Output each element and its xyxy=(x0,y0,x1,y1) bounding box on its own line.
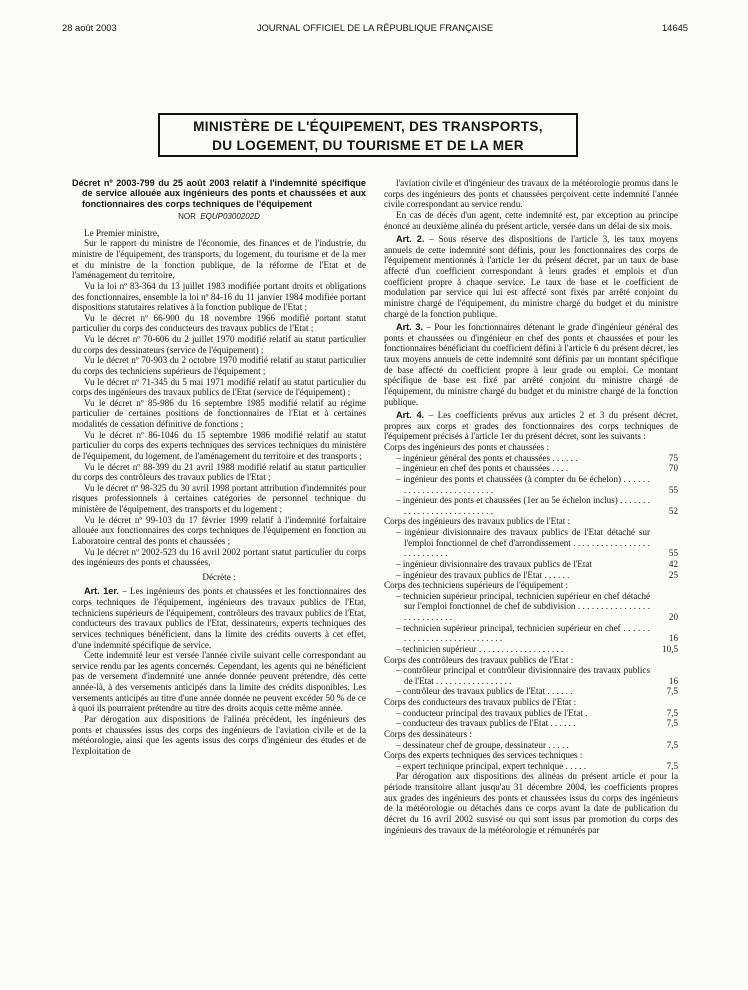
decree-title: Décret nº 2003-799 du 25 août 2003 relatif à l'indemnité spécifique de service allouée aux ingénieurs des ponts et chaussées et aux fonctionnaires des corps techniques de l'équipement xyxy=(72,178,366,209)
coefficient-grade: – ingénieur des ponts et chaussées (1er au 5e échelon inclus) . . . . . . . . . . . . . . . . . . . . . . . . . . . xyxy=(396,495,650,516)
visa-paragraph: Vu le décret nº 85-986 du 16 septembre 1985 modifié relatif au régime particulier de certaines positions de fonctionnaires de l'Etat et à certaines modalités de cessation définitive de fonctions ; xyxy=(72,397,366,430)
visa-paragraph: Le Premier ministre, xyxy=(84,227,160,238)
visa-paragraph: Vu le décret nº 2002-523 du 16 avril 2002 portant statut particulier du corps des ingénieurs des ponts et chaussées, xyxy=(72,546,366,568)
coefficient-value: 7,5 xyxy=(666,686,678,697)
article-4-label: Art. 4. xyxy=(396,410,425,421)
coefficient-value: 7,5 xyxy=(666,739,678,750)
coefficient-grade: – ingénieur divisionnaire des travaux publics de l'Etat xyxy=(396,558,593,569)
article-3-label: Art. 3. xyxy=(396,322,423,333)
coefficient-row xyxy=(384,665,678,686)
coefficient-value: 55 xyxy=(668,484,678,495)
ministry-line-1: MINISTÈRE DE L'ÉQUIPEMENT, DES TRANSPORTS, xyxy=(193,119,543,134)
coefficient-value: 16 xyxy=(668,675,678,686)
coefficient-group-label: Corps des dessinateurs : xyxy=(384,728,472,739)
coefficient-grade: – conducteur des travaux publics de l'Etat . . . . . . xyxy=(396,718,576,729)
coefficient-value: 25 xyxy=(668,569,678,580)
nor-reference xyxy=(72,212,366,223)
article-paragraph: En cas de décès d'un agent, cette indemnité est, par exception au principe énoncé au deuxième alinéa du présent article, versée dans un délai de six mois. xyxy=(384,209,678,231)
derogation-paragraph: Par dérogation aux dispositions des alinéas du présent article et pour la période transitoire allant jusqu'au 31 décembre 2004, les coefficients propres aux grades des ingénieurs des ponts et chaussées issus du corps des ingénieurs de la météorologie ou détachés dans ce corps avant la date de publication du décret du 16 avril 2002 susvisé ou qui sont issus par promotion du corps des ingénieurs des travaux de la météorologie et rémunérés par xyxy=(384,771,678,835)
coefficient-grade: – dessinateur chef de groupe, dessinateur . . . . . xyxy=(396,739,569,750)
article-paragraph: Par dérogation aux dispositions de l'alinéa précédent, les ingénieurs des ponts et chaussées issus des corps des ingénieurs de l'aviation civile et de la météorologie, ainsi que les agents issus des corps d'ingénieur des études et de l'exploitation de xyxy=(72,713,366,756)
coefficient-value: 7,5 xyxy=(666,760,678,771)
article-1 xyxy=(72,586,366,650)
visa-paragraph: Vu le décret nº 70-606 du 2 juillet 1970 modifié relatif au statut particulier du corps des dessinateurs (service de l'équipement) ; xyxy=(72,334,366,355)
coefficient-row xyxy=(384,527,678,559)
ministry-box xyxy=(158,113,578,157)
left-column xyxy=(72,178,366,756)
coefficient-grade: – contrôleur des travaux publics de l'Etat . . . . . . xyxy=(396,686,573,697)
coefficient-table xyxy=(384,442,678,771)
visa-paragraph: Sur le rapport du ministre de l'économie, des finances et de l'industrie, du ministre de l'équipement, des transports, du logement, du tourisme et de la mer et du ministre de la fonction publique, de la réforme de l'Etat et de l'aménagement du territoire, xyxy=(72,238,366,281)
article-1-label: Art. 1er. xyxy=(84,586,119,597)
coefficient-value: 7,5 xyxy=(666,707,678,718)
coefficient-row xyxy=(384,474,678,495)
decrete-heading: Décrète : xyxy=(202,571,236,582)
coefficient-grade: – conducteur principal des travaux publics de l'Etat . xyxy=(396,707,588,718)
coefficient-value: 52 xyxy=(668,505,678,516)
coefficient-group-heading xyxy=(384,729,678,740)
coefficient-row xyxy=(384,718,678,729)
coefficient-group-label: Corps des techniciens supérieurs de l'équipement : xyxy=(384,580,569,591)
right-column xyxy=(384,178,678,835)
article-3 xyxy=(384,322,678,407)
coefficient-row xyxy=(384,453,678,464)
coefficient-group-label: Corps des ingénieurs des ponts et chaussées : xyxy=(384,442,549,452)
coefficient-group-heading xyxy=(384,655,678,666)
coefficient-group-label: Corps des ingénieurs des travaux publics de l'Etat : xyxy=(384,516,571,527)
coefficient-value: 10,5 xyxy=(662,643,678,654)
coefficient-value: 7,5 xyxy=(666,718,678,729)
coefficient-grade: – technicien supérieur principal, technicien supérieur en chef détaché sur l'emploi fonctionnel de chef de subdivision . . . . . . . . . . . . . . . . . . . . . . . . . . . xyxy=(396,590,650,622)
visa-paragraph: Vu la loi nº 83-364 du 13 juillet 1983 modifiée portant droits et obligations des fonctionnaires, ensemble la loi nº 84-16 du 11 janvier 1984 modifiée portant dispositions statutaires relatives à la fonction publique de l'Etat ; xyxy=(72,280,366,313)
coefficient-grade: – technicien supérieur principal, technicien supérieur en chef . . . . . . . . . . . . . . . . . . . . . . . . . . . . xyxy=(396,622,650,644)
coefficient-grade: – ingénieur des travaux publics de l'Etat . . . . . . xyxy=(396,569,570,580)
coefficient-group-label: Corps des contrôleurs des travaux publics de l'Etat : xyxy=(384,654,574,665)
coefficient-row xyxy=(384,644,678,655)
header-journal-title: JOURNAL OFFICIEL DE LA RÉPUBLIQUE FRANÇAISE xyxy=(256,22,494,33)
coefficient-row xyxy=(384,559,678,570)
visa-paragraph: Vu le décret nº 88-399 du 21 avril 1988 modifié relatif au statut particulier du corps des contrôleurs des travaux publics de l'Etat ; xyxy=(72,461,366,483)
coefficient-row xyxy=(384,591,678,623)
visa-paragraph: Vu le décret nº 70-903 du 2 octobre 1970 modifié relatif au statut particulier du corps des techniciens supérieurs de l'équipement ; xyxy=(72,355,366,376)
nor-label: NOR xyxy=(178,212,196,222)
coefficient-value: 16 xyxy=(668,633,678,644)
nor-code: EQUP0300202D xyxy=(200,212,260,222)
coefficient-row xyxy=(384,761,678,772)
coefficient-grade: – expert technique principal, expert technique . . . . . xyxy=(396,760,587,771)
coefficient-value: 75 xyxy=(668,452,678,463)
coefficient-group-heading xyxy=(384,750,678,761)
article-2-label: Art. 2. xyxy=(396,234,425,245)
header-page-number: 14645 xyxy=(661,22,688,33)
coefficient-grade: – ingénieur des ponts et chaussées (à compter du 6e échelon) . . . . . . . . . . . . . . . . . . . . . . . . . . xyxy=(396,473,650,495)
coefficient-group-label: Corps des experts techniques des services techniques : xyxy=(384,750,583,761)
visa-paragraph: Vu le décret nº 99-103 du 17 février 1999 relatif à l'indemnité forfaitaire allouée aux fonctionnaires des corps techniques de l'équipement en fonction au Laboratoire central des ponts et chaussées ; xyxy=(72,514,366,546)
coefficient-row xyxy=(384,686,678,697)
coefficient-value: 42 xyxy=(668,558,678,569)
coefficient-group-label: Corps des conducteurs des travaux publics de l'Etat : xyxy=(384,697,577,707)
coefficient-grade: – contrôleur principal et contrôleur divisionnaire des travaux publics de l'Etat . . . . . . . . . . . . . . . . . xyxy=(396,665,650,686)
ministry-line-2: DU LOGEMENT, DU TOURISME ET DE LA MER xyxy=(212,138,524,153)
visa-paragraphs xyxy=(72,228,366,568)
article-1-paragraphs xyxy=(72,650,366,756)
article-1-continuation xyxy=(384,178,678,231)
coefficient-row xyxy=(384,570,678,581)
coefficient-grade: – technicien supérieur . . . . . . . . . . . . . . . . . . . xyxy=(396,643,564,654)
article-4-text: – Les coefficients prévus aux articles 2 et 3 du présent décret, propres aux corps et grades des fonctionnaires des corps techniques de l'équipement précisés à l'article 1er du présent décret, sont les suivants : xyxy=(384,410,678,442)
coefficient-group-heading xyxy=(384,442,678,453)
coefficient-row xyxy=(384,708,678,719)
article-paragraph: Cette indemnité leur est versée l'année civile suivant celle correspondant au service rendu par les agents concernés. Cependant, les agents qui ne bénéficient pas de versement d'indemnité une année donnée peuvent prétendre, dès cette année-là, à des versements anticipés dans la limite des crédits disponibles. Les versements anticipés au titre d'une année donnée ne peuvent excéder 50 % de ce à quoi ils pourraient prétendre au titre des droits acquis cette même année. xyxy=(72,650,366,714)
coefficient-value: 70 xyxy=(668,463,678,474)
article-4 xyxy=(384,410,678,442)
coefficient-value: 55 xyxy=(668,548,678,559)
coefficient-value: 20 xyxy=(668,612,678,622)
visa-paragraph: Vu le décret nº 66-900 du 18 novembre 1966 modifié portant statut particulier du corps des conducteurs des travaux publics de l'Etat ; xyxy=(72,312,366,334)
coefficient-group-heading xyxy=(384,516,678,527)
coefficient-group-heading xyxy=(384,580,678,591)
article-3-text: – Pour les fonctionnaires détenant le grade d'ingénieur général des ponts et chaussées ou d'ingénieur en chef des ponts et chaussées et pour les fonctionnaires bénéficiant du coefficient défini à l'article 6 du présent décret, les taux moyens annuels de cette indemnité sont définis par un montant spécifique de base affecté du coefficient propre à leur grade ou emploi. Ce montant spécifique de base est fixé par arrêté conjoint du ministre chargé de l'équipement, du ministre chargé du budget et du ministre chargé de la fonction publique. xyxy=(384,322,678,407)
article-1-text: – Les ingénieurs des ponts et chaussées et les fonctionnaires des corps techniques de l'équipement, ingénieurs des travaux publics de l'Etat, techniciens supérieurs de l'équipement, contrôleurs des travaux publics de l'Etat, conducteurs des travaux publics de l'Etat, dessinateurs, experts techniques des services techniques bénéficient, dans la limite des crédits ouverts à cet effet, d'une indemnité spécifique de service. xyxy=(72,586,366,650)
visa-paragraph: Vu le décret nº 71-345 du 5 mai 1971 modifié relatif au statut particulier du corps des ingénieurs des travaux publics de l'Etat (service de l'équipement) ; xyxy=(72,376,366,398)
coefficient-grade: – ingénieur en chef des ponts et chaussées . . . . xyxy=(396,463,569,474)
article-2-text: – Sous réserve des dispositions de l'article 3, les taux moyens annuels de cette indemnité sont définis, pour les fonctionnaires des corps de l'équipement mentionnés à l'article 1er du présent décret, par un taux de base affecté d'un coefficient correspondant à leurs grades et emplois et d'un coefficient propre à chaque service. Le taux de base et le coefficient de modulation par service qui lui est affecté sont fixés par arrêté conjoint du ministre chargé de l'équipement, du ministre chargé du budget et du ministre chargé de la fonction publique. xyxy=(384,234,678,319)
coefficient-row xyxy=(384,740,678,751)
coefficient-grade: – ingénieur divisionnaire des travaux publics de l'Etat détaché sur l'emploi fonctionnel de chef d'arrondissement . . . . . . . . . . . . . . . . . . . . . . . . . . . xyxy=(396,527,650,559)
article-paragraph: l'aviation civile et d'ingénieur des travaux de la météorologie promus dans le corps des ingénieurs des ponts et chaussées perçoivent cette indemnité l'année civile correspondant au service rendu. xyxy=(384,178,678,210)
visa-paragraph: Vu le décret nº 98-325 du 30 avril 1998 portant attribution d'indemnités pour risques professionnels à certaines catégories de personnel technique du ministère de l'équipement, des transports et du logement ; xyxy=(72,482,366,515)
article-2 xyxy=(384,234,678,319)
header-date: 28 août 2003 xyxy=(62,22,117,33)
visa-paragraph: Vu le décret nº 86-1046 du 15 septembre 1986 modifié relatif au statut particulier du corps des experts techniques des services techniques du ministère de l'équipement, du logement, de l'aménagement du territoire et des transports ; xyxy=(72,429,366,461)
coefficient-row xyxy=(384,463,678,474)
coefficient-row xyxy=(384,623,678,644)
coefficient-grade: – ingénieur général des ponts et chaussées . . . . . . xyxy=(396,452,578,463)
coefficient-row xyxy=(384,495,678,516)
coefficient-group-heading xyxy=(384,697,678,708)
